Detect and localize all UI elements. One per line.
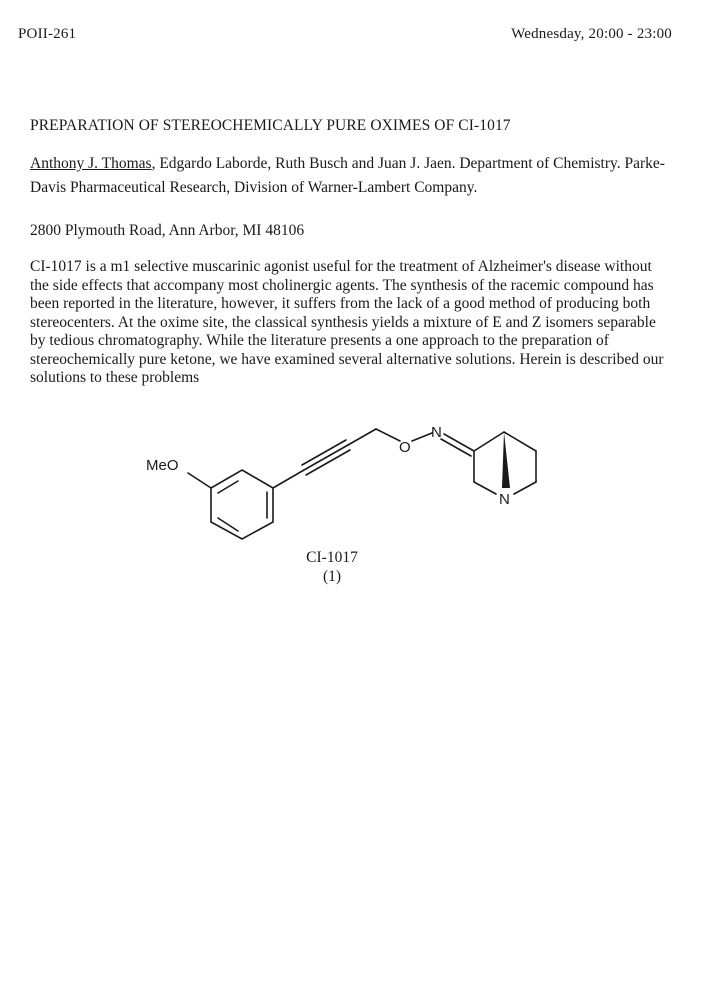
- methylene-oxygen-bond: [376, 429, 400, 441]
- ring-bond: [504, 432, 536, 451]
- abstract-title: PREPARATION OF STEREOCHEMICALLY PURE OXIMES OF CI-1017: [30, 117, 511, 134]
- author-block: [30, 152, 670, 200]
- ring-bond: [514, 482, 536, 494]
- benzene-ring: [211, 470, 273, 539]
- methylene-bond: [348, 429, 376, 445]
- author-affiliations: , Edgardo Laborde, Ruth Busch and Juan J. Jaen. Department of Chemistry. Parke-Davis Pharmaceutical Research, Division of Warner-Lambert Company.: [30, 155, 665, 196]
- wedge-bond: [502, 432, 510, 488]
- benzene-double-bond: [218, 518, 238, 531]
- aryl-alkyne-bond: [273, 470, 304, 488]
- presenting-author: Anthony J. Thomas: [30, 155, 152, 172]
- oxygen-nitrogen-bond: [412, 433, 432, 441]
- alkyne-bond: [306, 450, 350, 475]
- compound-number: (1): [322, 568, 342, 585]
- ring-bond: [474, 432, 504, 451]
- methoxy-label: MeO: [146, 457, 179, 474]
- alkyne-bond: [302, 440, 346, 465]
- affiliation-address: 2800 Plymouth Road, Ann Arbor, MI 48106: [30, 222, 305, 239]
- session-time: Wednesday, 20:00 - 23:00: [511, 26, 672, 42]
- ring-nitrogen-label: N: [499, 491, 510, 508]
- compound-name: CI-1017: [306, 549, 358, 566]
- methoxy-bond: [188, 473, 211, 488]
- ring-bond: [474, 482, 496, 494]
- abstract-code: POII-261: [18, 26, 77, 42]
- oxime-nitrogen-label: N: [431, 424, 442, 441]
- alkyne-bond: [304, 445, 348, 470]
- abstract-body: CI-1017 is a m1 selective muscarinic agonist useful for the treatment of Alzheimer's disease without the side effects that accompany most cholinergic agents. The synthesis of the racemic compound has been reported in the literature, however, it suffers from the lack of a good method of producing both stereocenters. At the oxime site, the classical synthesis yields a mixture of E and Z isomers separable by tedious chromatography. While the literature presents a one approach to the preparation of stereochemically pure ketone, we have examined several alternative solutions. Herein is described our solutions to these problems: [30, 258, 664, 386]
- chemical-structure: [140, 418, 560, 548]
- oxygen-label: O: [399, 439, 411, 456]
